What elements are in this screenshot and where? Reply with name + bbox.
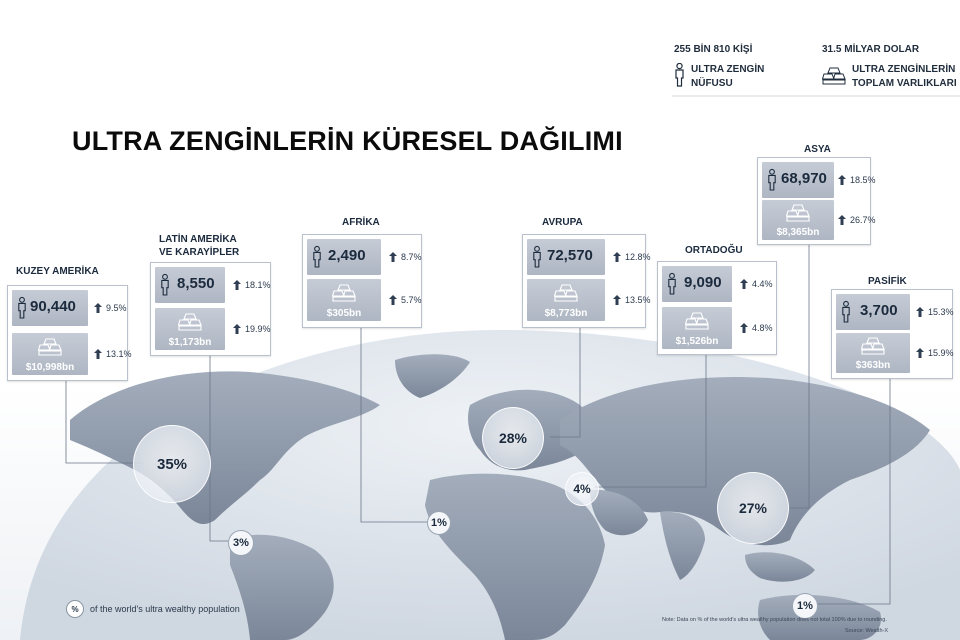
wealth-growth: 13.5% <box>613 295 651 305</box>
card-pacific <box>831 289 953 379</box>
population-growth: 18.1% <box>233 280 271 290</box>
population-box <box>836 294 910 330</box>
region-label-latin-america: LATİN AMERİKA VE KARAYİPLER <box>159 234 240 258</box>
gold-bars-icon <box>332 283 356 303</box>
source-credit: Source: Wealth-X <box>845 628 889 634</box>
person-icon <box>17 296 27 320</box>
wealth-growth: 19.9% <box>233 324 271 334</box>
person-icon <box>312 245 322 269</box>
population-value: 72,570 <box>547 247 593 264</box>
population-growth: 8.7% <box>389 252 422 262</box>
wealth-box <box>836 333 910 373</box>
population-label-1: ULTRA ZENGİN <box>691 64 765 75</box>
wealth-growth: 5.7% <box>389 295 422 305</box>
gold-bars-icon <box>786 203 810 223</box>
region-label-middle-east: ORTADOĞU <box>685 245 743 256</box>
share-legend <box>66 600 240 618</box>
gold-bars-icon <box>685 311 709 331</box>
up-arrow-icon <box>740 279 748 289</box>
share-circle-africa: 1% <box>427 511 451 535</box>
up-arrow-icon <box>233 324 241 334</box>
wealth-value: $1,526bn <box>675 336 719 347</box>
card-latin-america <box>150 262 271 356</box>
population-value: 8,550 <box>177 275 215 292</box>
wealth-growth: 15.9% <box>916 348 954 358</box>
share-circle-latin-america: 3% <box>228 530 254 556</box>
population-growth: 4.4% <box>740 279 773 289</box>
gold-bars-icon <box>178 312 202 332</box>
up-arrow-icon <box>389 252 397 262</box>
wealth-growth: 13.1% <box>94 349 132 359</box>
up-arrow-icon <box>838 175 846 185</box>
gold-bars-icon <box>554 283 578 303</box>
share-circle-middle-east: 4% <box>565 472 599 506</box>
population-box <box>762 162 834 198</box>
up-arrow-icon <box>613 295 621 305</box>
share-circle-asia: 27% <box>717 472 789 544</box>
assets-label-2: TOPLAM VARLIKLARI <box>852 78 957 89</box>
wealth-growth: 26.7% <box>838 215 876 225</box>
population-total: 255 BİN 810 KİŞİ <box>674 44 753 55</box>
population-box <box>307 239 381 275</box>
wealth-box <box>662 307 732 349</box>
population-value: 68,970 <box>781 170 827 187</box>
gold-bars-icon <box>861 336 885 356</box>
card-europe <box>522 234 651 328</box>
population-box <box>527 239 605 275</box>
up-arrow-icon <box>740 323 748 333</box>
population-value: 90,440 <box>30 298 76 315</box>
card-asia <box>757 157 876 245</box>
wealth-box <box>12 333 88 375</box>
footnote: Note: Data on % of the world's ultra wealthy population does not total 100% due to rounding. <box>662 617 887 623</box>
wealth-value: $1,173bn <box>168 337 212 348</box>
up-arrow-icon <box>233 280 241 290</box>
population-growth: 15.3% <box>916 307 954 317</box>
up-arrow-icon <box>916 307 924 317</box>
wealth-value: $10,998bn <box>25 362 75 373</box>
population-growth: 18.5% <box>838 175 876 185</box>
gold-bars-icon <box>38 337 62 357</box>
population-value: 9,090 <box>684 274 722 291</box>
assets-label-1: ULTRA ZENGİNLERİN <box>852 64 956 75</box>
share-circle-pacific: 1% <box>792 593 818 619</box>
wealth-box <box>527 279 605 321</box>
up-arrow-icon <box>838 215 846 225</box>
population-box <box>662 266 732 302</box>
share-legend-text: of the world's ultra wealthy population <box>90 604 240 614</box>
region-label-pacific: PASİFİK <box>868 276 907 287</box>
up-arrow-icon <box>94 349 102 359</box>
person-icon <box>767 168 777 192</box>
person-icon <box>667 272 677 296</box>
wealth-value: $8,365bn <box>776 227 820 238</box>
assets-total: 31.5 MİLYAR DOLAR <box>822 44 920 55</box>
card-africa <box>302 234 422 328</box>
wealth-growth: 4.8% <box>740 323 773 333</box>
region-label-africa: AFRİKA <box>342 217 380 228</box>
up-arrow-icon <box>613 252 621 262</box>
person-icon <box>532 245 542 269</box>
wealth-value: $8,773bn <box>544 308 588 319</box>
percent-symbol: % <box>66 600 84 618</box>
wealth-box <box>762 200 834 240</box>
up-arrow-icon <box>389 295 397 305</box>
region-label-north-america: KUZEY AMERİKA <box>16 266 99 277</box>
population-growth: 12.8% <box>613 252 651 262</box>
up-arrow-icon <box>916 348 924 358</box>
wealth-value: $363bn <box>855 360 891 371</box>
wealth-box <box>307 279 381 321</box>
population-box <box>155 267 225 303</box>
wealth-box <box>155 308 225 350</box>
up-arrow-icon <box>94 303 102 313</box>
card-north-america <box>7 285 132 381</box>
page-title: ULTRA ZENGİNLERİN KÜRESEL DAĞILIMI <box>72 126 623 156</box>
population-growth: 9.5% <box>94 303 127 313</box>
population-value: 2,490 <box>328 247 366 264</box>
population-label-2: NÜFUSU <box>691 78 733 89</box>
wealth-value: $305bn <box>326 308 362 319</box>
share-circle-europe: 28% <box>482 407 544 469</box>
person-icon <box>160 273 170 297</box>
card-middle-east <box>657 261 777 355</box>
population-box <box>12 290 88 326</box>
region-label-europe: AVRUPA <box>542 217 583 228</box>
person-icon <box>841 300 851 324</box>
population-value: 3,700 <box>860 302 898 319</box>
region-label-asia: ASYA <box>804 144 831 155</box>
share-circle-north-america: 35% <box>133 425 211 503</box>
